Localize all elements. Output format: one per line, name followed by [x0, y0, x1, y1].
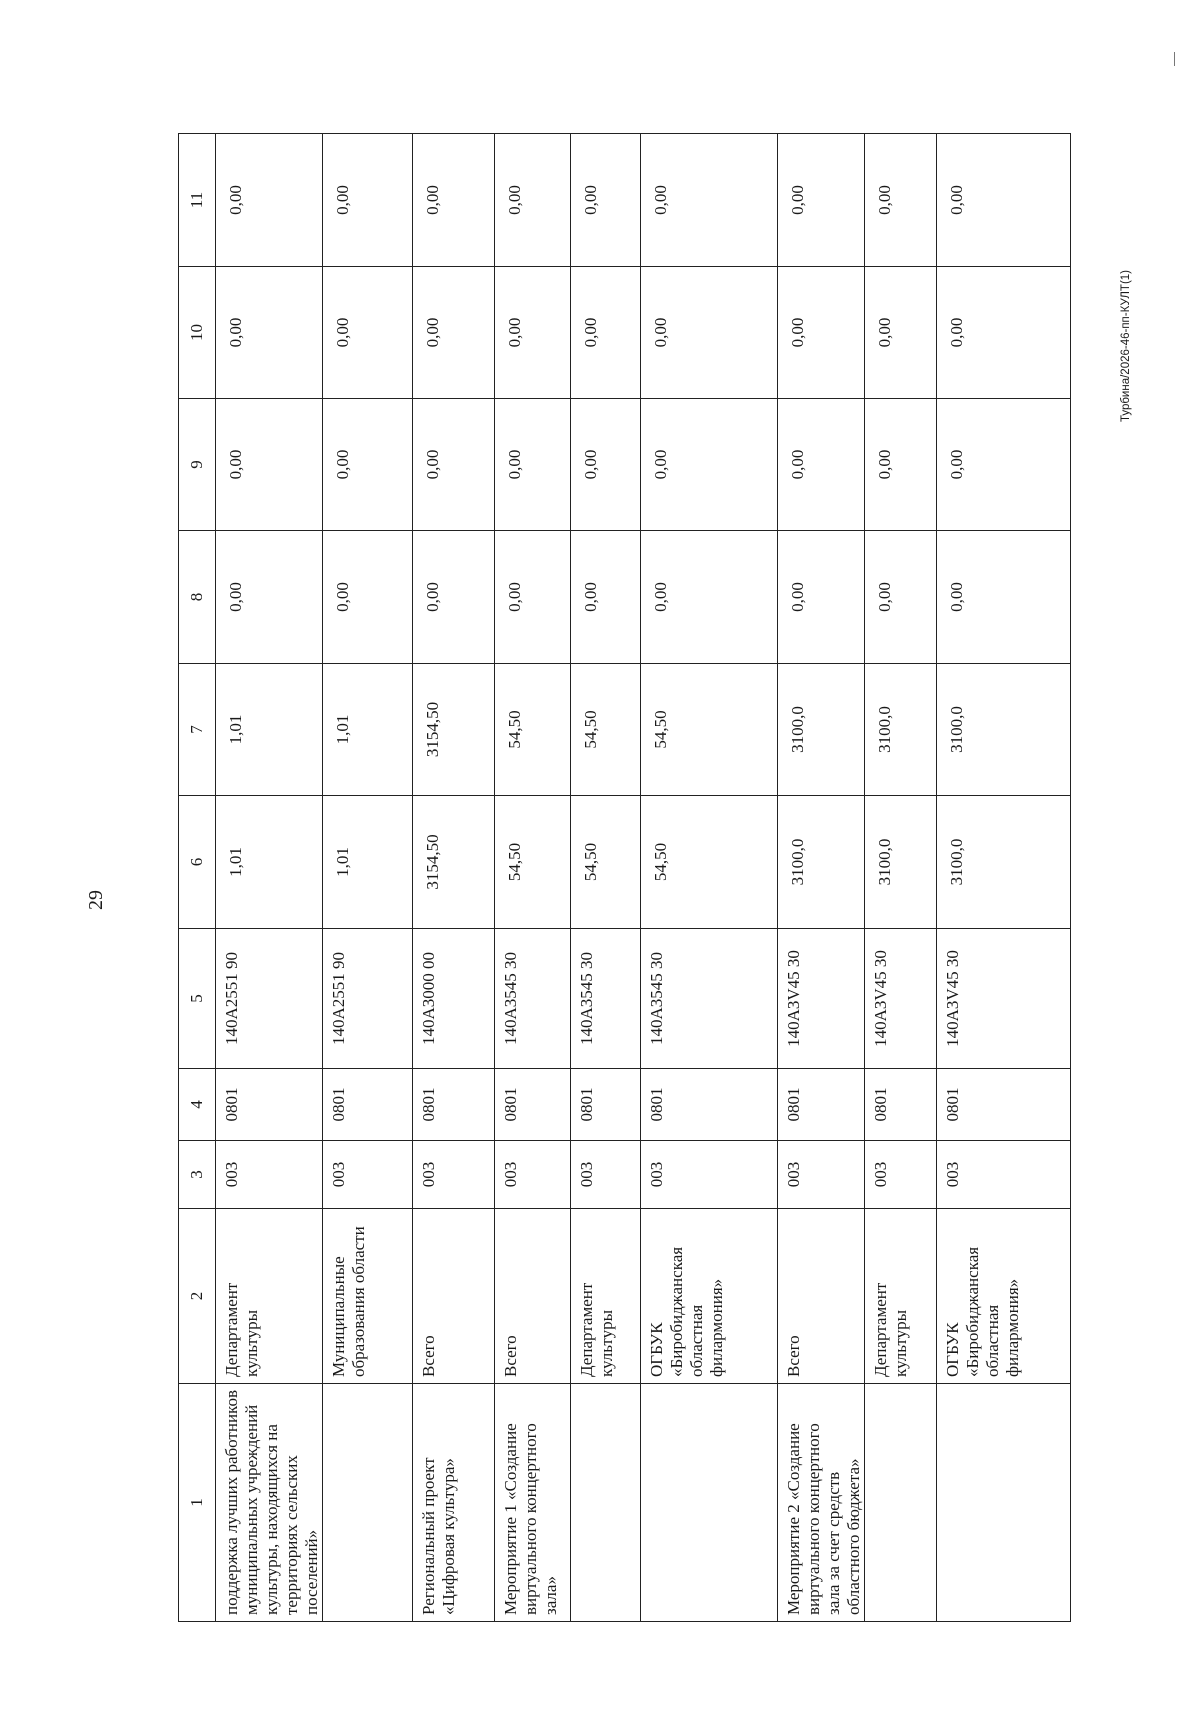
header-cell: 8: [179, 531, 216, 664]
table-cell-c9: 0,00: [937, 399, 1071, 531]
table-cell-c9: 0,00: [641, 399, 778, 531]
table-cell-c3: 003: [323, 1141, 413, 1209]
table-cell-c7: 3100,0: [937, 664, 1071, 796]
table-cell-c5: 140A2551 90: [216, 929, 323, 1069]
table-cell-c10: 0,00: [641, 267, 778, 399]
table-cell-c8: 0,00: [778, 531, 865, 664]
table-cell-c5: 140A3545 30: [495, 929, 571, 1069]
table-cell-c4: 0801: [216, 1069, 323, 1141]
table-cell-c8: 0,00: [641, 531, 778, 664]
table-cell-c10: 0,00: [413, 267, 495, 399]
table-cell-c5: 140A3V45 30: [937, 929, 1071, 1069]
table-cell-c8: 0,00: [495, 531, 571, 664]
table-cell-c9: 0,00: [571, 399, 641, 531]
rotated-table-container: [178, 134, 1054, 1622]
table-cell-c1: Региональный проект «Цифровая культура»: [413, 1384, 495, 1622]
header-cell: 4: [179, 1069, 216, 1141]
table-cell-c5: 140A3V45 30: [778, 929, 865, 1069]
table-cell-c1: [937, 1384, 1071, 1622]
table-cell-c7: 1,01: [216, 664, 323, 796]
table-cell-c10: 0,00: [571, 267, 641, 399]
table-cell-c11: 0,00: [323, 134, 413, 267]
table-cell-c3: 003: [865, 1141, 937, 1209]
table-cell-c1: поддержка лучших работников муниципальных учреждений культуры, находящихся на территориях сельских поселений»: [216, 1384, 323, 1622]
table-cell-c4: 0801: [323, 1069, 413, 1141]
table-cell-c4: 0801: [641, 1069, 778, 1141]
table-cell-c8: 0,00: [323, 531, 413, 664]
footer-code-text: Турбина/2026-46-пп-КУЛТ(1): [1120, 270, 1132, 423]
table-cell-c3: 003: [778, 1141, 865, 1209]
table-row: [323, 134, 413, 1622]
table-cell-c2: Всего: [413, 1209, 495, 1384]
table-cell-c1: [571, 1384, 641, 1622]
table-row: [216, 134, 323, 1622]
table-cell-c3: 003: [937, 1141, 1071, 1209]
table-cell-c1: Мероприятие 1 «Создание виртуального концертного зала»: [495, 1384, 571, 1622]
table-cell-c9: 0,00: [216, 399, 323, 531]
table-cell-c8: 0,00: [571, 531, 641, 664]
table-row: [413, 134, 495, 1622]
table-cell-c7: 3100,0: [778, 664, 865, 796]
table-cell-c1: [865, 1384, 937, 1622]
header-cell: 10: [179, 267, 216, 399]
table-cell-c4: 0801: [413, 1069, 495, 1141]
table-cell-c10: 0,00: [778, 267, 865, 399]
table-cell-c8: 0,00: [216, 531, 323, 664]
table-cell-c1: [641, 1384, 778, 1622]
table-cell-c7: 54,50: [641, 664, 778, 796]
table-cell-c2: Департамент культуры: [865, 1209, 937, 1384]
header-cell: 5: [179, 929, 216, 1069]
table-cell-c5: 140A3000 00: [413, 929, 495, 1069]
table-cell-c7: 1,01: [323, 664, 413, 796]
table-row: [778, 134, 865, 1622]
table-cell-c2: Всего: [495, 1209, 571, 1384]
table-row: [641, 134, 778, 1622]
table-row: [937, 134, 1071, 1622]
header-cell: 6: [179, 796, 216, 929]
table-cell-c10: 0,00: [495, 267, 571, 399]
footer-code: [1120, 270, 1144, 423]
table-cell-c8: 0,00: [937, 531, 1071, 664]
table-cell-c7: 54,50: [571, 664, 641, 796]
table-cell-c2: ОГБУК «Биробиджанская областная филармония»: [641, 1209, 778, 1384]
table-cell-c11: 0,00: [641, 134, 778, 267]
table-cell-c2: ОГБУК «Биробиджанская областная филармония»: [937, 1209, 1071, 1384]
table-cell-c11: 0,00: [571, 134, 641, 267]
table-cell-c11: 0,00: [413, 134, 495, 267]
table-cell-c8: 0,00: [865, 531, 937, 664]
header-cell: 7: [179, 664, 216, 796]
table-cell-c2: Муниципальные образования области: [323, 1209, 413, 1384]
table-cell-c6: 3100,0: [937, 796, 1071, 929]
table-cell-c11: 0,00: [495, 134, 571, 267]
table-cell-c5: 140A3545 30: [641, 929, 778, 1069]
table-cell-c6: 54,50: [571, 796, 641, 929]
header-cell: 1: [179, 1384, 216, 1622]
table-cell-c10: 0,00: [323, 267, 413, 399]
table-cell-c9: 0,00: [323, 399, 413, 531]
edge-mark: [1174, 52, 1175, 66]
table-cell-c5: 140A3545 30: [571, 929, 641, 1069]
table-cell-c3: 003: [571, 1141, 641, 1209]
table-cell-c11: 0,00: [216, 134, 323, 267]
table-cell-c2: Всего: [778, 1209, 865, 1384]
table-cell-c6: 1,01: [323, 796, 413, 929]
header-cell: 2: [179, 1209, 216, 1384]
table-cell-c4: 0801: [571, 1069, 641, 1141]
table-cell-c10: 0,00: [216, 267, 323, 399]
table-cell-c5: 140A2551 90: [323, 929, 413, 1069]
table-cell-c7: 3100,0: [865, 664, 937, 796]
table-cell-c7: 3154,50: [413, 664, 495, 796]
table-cell-c6: 3154,50: [413, 796, 495, 929]
table-cell-c4: 0801: [937, 1069, 1071, 1141]
page-number: 29: [85, 890, 107, 910]
table-cell-c9: 0,00: [495, 399, 571, 531]
table-cell-c11: 0,00: [778, 134, 865, 267]
table-cell-c2: Департамент культуры: [216, 1209, 323, 1384]
header-cell: 9: [179, 399, 216, 531]
table-cell-c7: 54,50: [495, 664, 571, 796]
table-row: [495, 134, 571, 1622]
table-cell-c4: 0801: [495, 1069, 571, 1141]
table-cell-c6: 3100,0: [778, 796, 865, 929]
header-cell: 11: [179, 134, 216, 267]
table-cell-c10: 0,00: [865, 267, 937, 399]
table-cell-c11: 0,00: [865, 134, 937, 267]
table-cell-c3: 003: [495, 1141, 571, 1209]
table-cell-c4: 0801: [865, 1069, 937, 1141]
table-cell-c9: 0,00: [865, 399, 937, 531]
table-cell-c3: 003: [641, 1141, 778, 1209]
table-cell-c5: 140A3V45 30: [865, 929, 937, 1069]
table-cell-c9: 0,00: [778, 399, 865, 531]
table-cell-c1: Мероприятие 2 «Создание виртуального концертного зала за счет средств областного бюджета»: [778, 1384, 865, 1622]
table-cell-c10: 0,00: [937, 267, 1071, 399]
table-row: [865, 134, 937, 1622]
table-row: [571, 134, 641, 1622]
table-cell-c2: Департамент культуры: [571, 1209, 641, 1384]
table-cell-c11: 0,00: [937, 134, 1071, 267]
budget-table: [178, 133, 1071, 1622]
table-cell-c3: 003: [413, 1141, 495, 1209]
table-cell-c6: 54,50: [495, 796, 571, 929]
table-cell-c3: 003: [216, 1141, 323, 1209]
table-cell-c9: 0,00: [413, 399, 495, 531]
table-cell-c1: [323, 1384, 413, 1622]
table-cell-c6: 3100,0: [865, 796, 937, 929]
header-cell: 3: [179, 1141, 216, 1209]
table-cell-c8: 0,00: [413, 531, 495, 664]
table-body: [216, 134, 1071, 1622]
table-cell-c4: 0801: [778, 1069, 865, 1141]
table-cell-c6: 54,50: [641, 796, 778, 929]
table-cell-c6: 1,01: [216, 796, 323, 929]
header-row: [179, 134, 216, 1622]
